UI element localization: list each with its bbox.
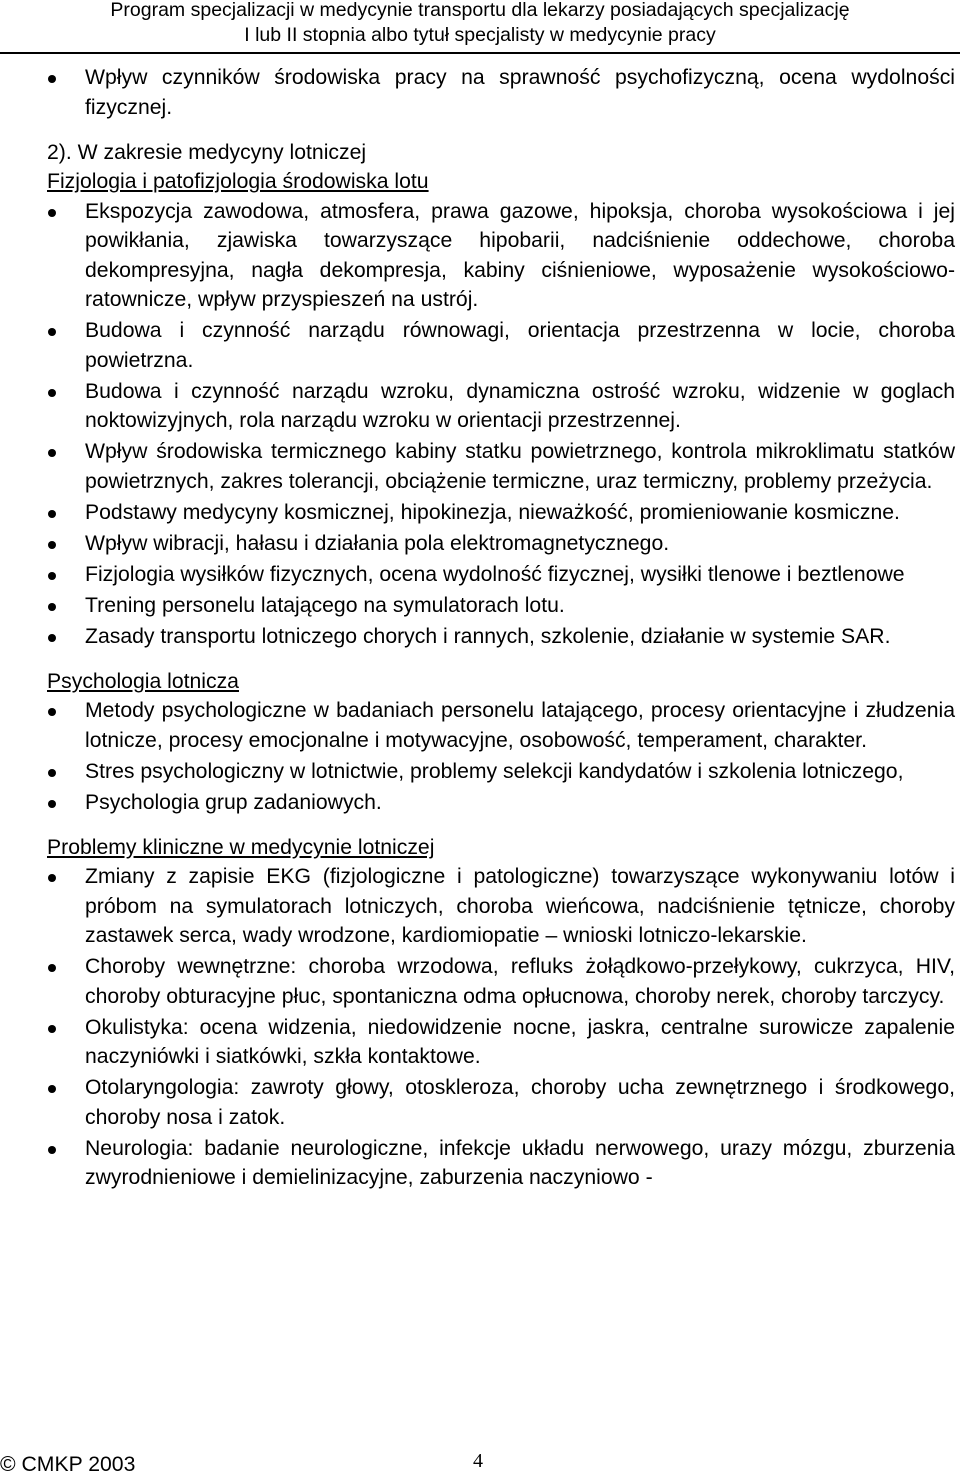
list-item: Otolaryngologia: zawroty głowy, otoskleroza, choroby ucha zewnętrznego i środkowego, choroby nosa i zatok. (47, 1073, 955, 1132)
list-item: Neurologia: badanie neurologiczne, infekcje układu nerwowego, urazy mózgu, zburzenia zwyrodnieniowe i demielinizacyjne, zaburzenia naczyniowo - (47, 1134, 955, 1193)
subsection-title: Problemy kliniczne w medycynie lotniczej (47, 835, 435, 859)
list-item: Stres psychologiczny w lotnictwie, problemy selekcji kandydatów i szkolenia lotniczego, (47, 757, 955, 787)
list-item: Zasady transportu lotniczego chorych i rannych, szkolenie, działanie w systemie SAR. (47, 622, 955, 652)
subsection-list (47, 862, 955, 1193)
page-number: 4 (473, 1450, 483, 1472)
header-line-1: Program specjalizacji w medycynie transportu dla lekarzy posiadających specjalizację (110, 0, 850, 21)
list-item: Ekspozycja zawodowa, atmosfera, prawa gazowe, hipoksja, choroba wysokościowa i jej powikłania, zjawiska towarzyszące hipobarii, nadciśnienie oddechowe, choroba dekompresyjna, nagła dekompresja, kabiny ciśnieniowe, wyposażenie wysokościowo-ratownicze, wpływ przyspieszeń na ustrój. (47, 197, 955, 315)
document-body (47, 63, 955, 1194)
list-item: Podstawy medycyny kosmicznej, hipokinezja, nieważkość, promieniowanie kosmiczne. (47, 498, 955, 528)
list-item: Wpływ czynników środowiska pracy na sprawność psychofizyczną, ocena wydolności fizycznej. (47, 63, 955, 122)
subsection-list (47, 696, 955, 817)
intro-list (47, 63, 955, 122)
subsection-title: Psychologia lotnicza (47, 669, 239, 693)
list-item: Psychologia grup zadaniowych. (47, 788, 955, 818)
list-item: Zmiany z zapisie EKG (fizjologiczne i patologiczne) towarzyszące wykonywaniu lotów i próbom na symulatorach lotniczych, choroba wieńcowa, nadciśnienie tętnicze, choroby zastawek serca, wady wrodzone, kardiomiopatie – wnioski lotniczo-lekarskie. (47, 862, 955, 951)
list-item: Budowa i czynność narządu wzroku, dynamiczna ostrość wzroku, widzenie w goglach noktowizyjnych, rola narządu wzroku w orientacji przestrzennej. (47, 377, 955, 436)
list-item: Trening personelu latającego na symulatorach lotu. (47, 591, 955, 621)
list-item: Choroby wewnętrzne: choroba wrzodowa, refluks żołądkowo-przełykowy, cukrzyca, HIV, choroby obturacyjne płuc, spontaniczna odma opłucnowa, choroby nerek, choroby tarczycy. (47, 952, 955, 1011)
header-divider (0, 52, 960, 54)
list-item: Budowa i czynność narządu równowagi, orientacja przestrzenna w locie, choroba powietrzna. (47, 316, 955, 375)
footer-copyright: © CMKP 2003 (0, 1453, 136, 1476)
list-item: Fizjologia wysiłków fizycznych, ocena wydolność fizycznej, wysiłki tlenowe i beztlenowe (47, 560, 955, 590)
header-line-2: I lub II stopnia albo tytuł specjalisty w medycynie pracy (244, 24, 716, 46)
subsection-title: Fizjologia i patofizjologia środowiska lotu (47, 170, 429, 193)
list-item: Wpływ wibracji, hałasu i działania pola elektromagnetycznego. (47, 529, 955, 559)
section-heading: 2). W zakresie medycyny lotniczej (47, 140, 367, 164)
subsection-list (47, 197, 955, 652)
list-item: Wpływ środowiska termicznego kabiny statku powietrznego, kontrola mikroklimatu statków powietrznych, zakres tolerancji, obciążenie termiczne, uraz termiczny, problemy przeżycia. (47, 437, 955, 496)
list-item: Metody psychologiczne w badaniach personelu latającego, procesy orientacyjne i złudzenia lotnicze, procesy emocjonalne i motywacyjne, osobowość, temperament, charakter. (47, 696, 955, 755)
list-item: Okulistyka: ocena widzenia, niedowidzenie nocne, jaskra, centralne surowicze zapalenie naczyniówki i siatkówki, szkła kontaktowe. (47, 1013, 955, 1072)
page-header (0, 0, 960, 52)
